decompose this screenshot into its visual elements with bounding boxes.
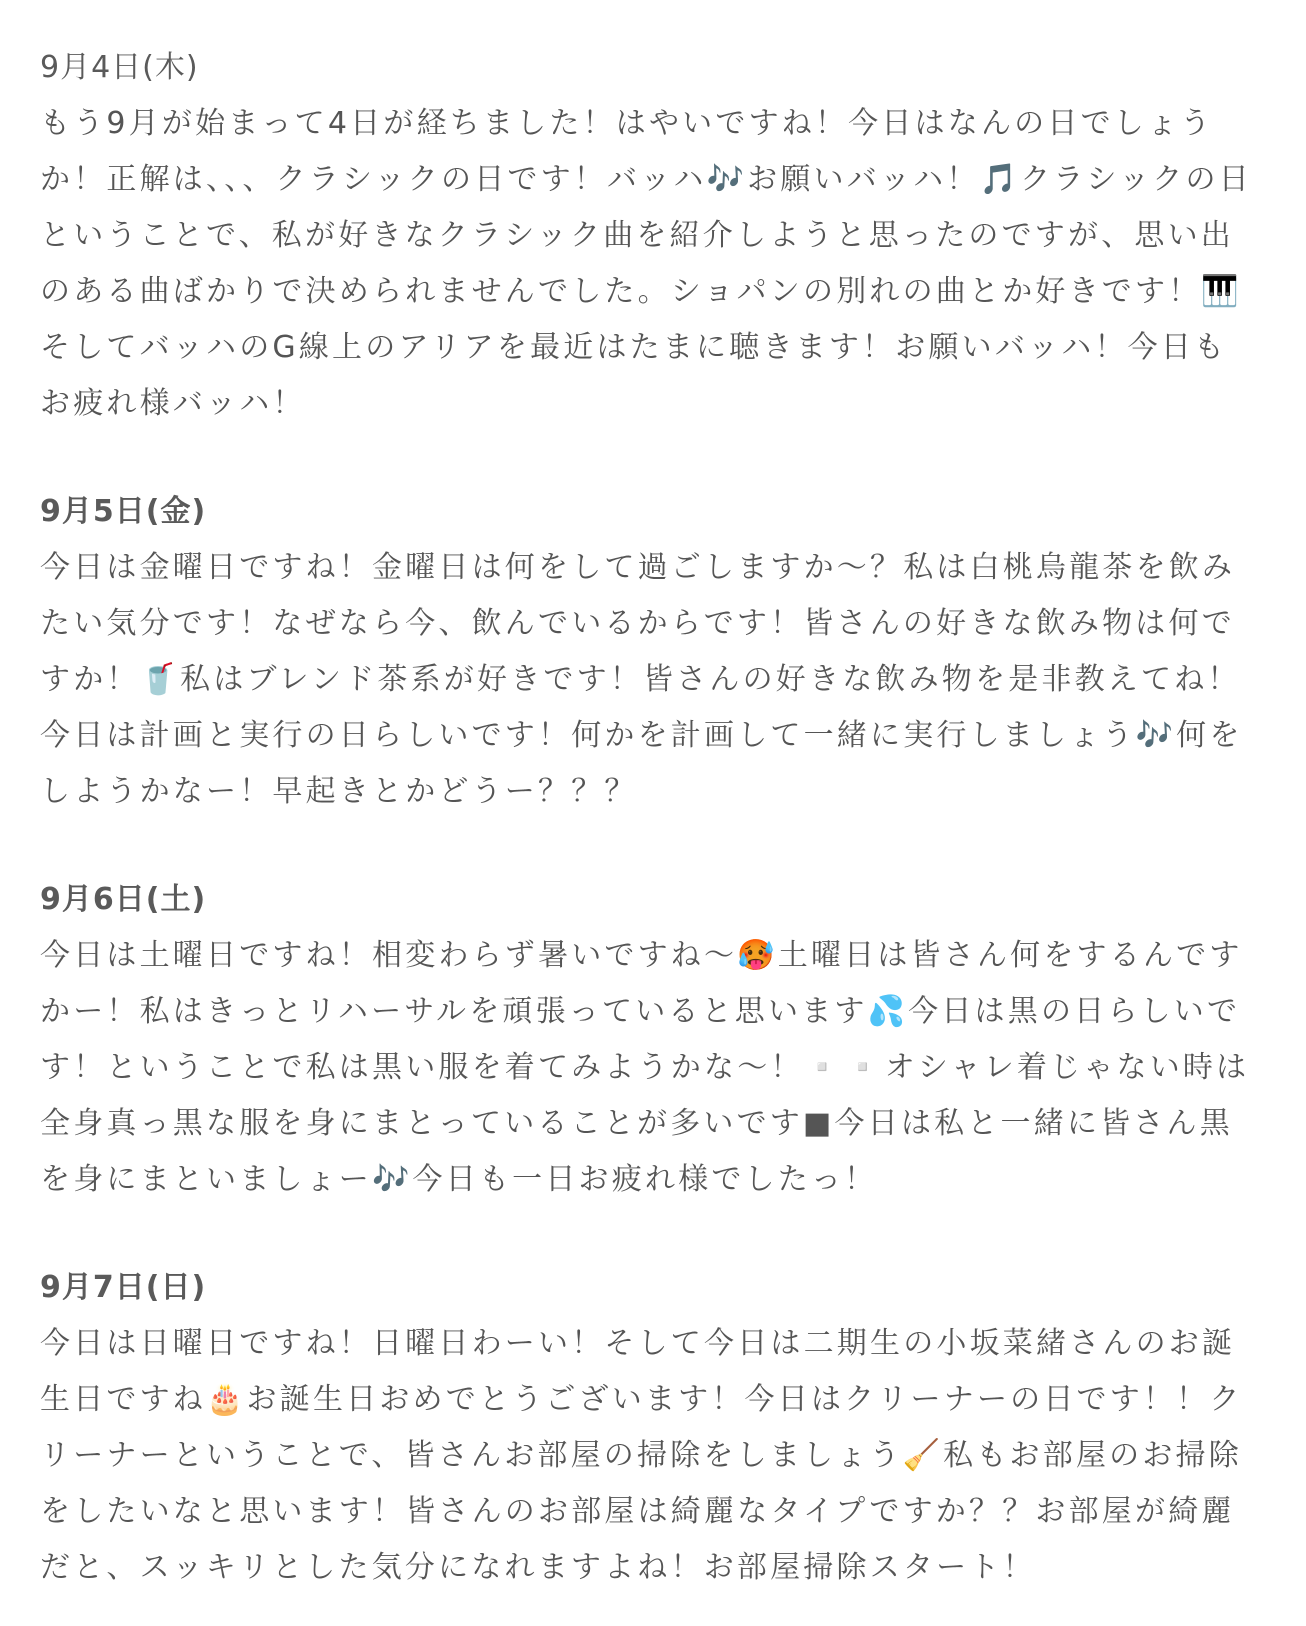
entry-date: 9月7日(日) [40, 1270, 207, 1305]
entry-text-line: 今日は日曜日ですね！日曜日わーい！そして今日は二期生の小坂菜緒さんのお誕 [40, 1326, 1236, 1361]
entry-text-line: か！正解は、、、クラシックの日です！バッハ🎶お願いバッハ！🎵クラシックの日 [40, 162, 1252, 197]
entry-date: 9月6日(土) [40, 882, 207, 917]
entry-text-line: もう9月が始まって4日が経ちました！はやいですね！今日はなんの日でしょう [40, 106, 1214, 141]
entry-date: 9月4日(木) [40, 50, 199, 85]
entry-text-line: だと、スッキリとした気分になれますよね！お部屋掃除スタート！ [40, 1550, 1036, 1585]
entry-text-line: かー！私はきっとリハーサルを頑張っていると思います💦今日は黒の日らしいで [40, 994, 1241, 1029]
entry-text-line: しようかなー！早起きとかどうー？？？ [40, 774, 638, 809]
entry-sep-5 [40, 484, 1272, 820]
entry-text-line: のある曲ばかりで決められませんでした。ショパンの別れの曲とか好きです！🎹 [40, 274, 1242, 309]
entry-text-line: 今日は土曜日ですね！相変わらず暑いですね〜🥵土曜日は皆さん何をするんです [40, 938, 1243, 973]
entry-text-line: たい気分です！なぜなら今、飲んでいるからです！皆さんの好きな飲み物は何で [40, 606, 1235, 641]
entry-sep-7 [40, 1260, 1272, 1596]
entry-text-line: 今日は金曜日ですね！金曜日は何をして過ごしますか〜？私は白桃烏龍茶を飲み [40, 550, 1236, 585]
entry-text-line: す！ということで私は黒い服を着てみようかな〜！▫️▫️オシャレ着じゃない時は [40, 1050, 1250, 1085]
entry-text-line: ということで、私が好きなクラシック曲を紹介しようと思ったのですが、思い出 [40, 218, 1234, 253]
entry-text-line: 全身真っ黒な服を身にまとっていることが多いです■今日は私と一緒に皆さん黒 [40, 1106, 1233, 1141]
entry-text-line: をしたいなと思います！皆さんのお部屋は綺麗なタイプですか？？お部屋が綺麗 [40, 1494, 1235, 1529]
entry-sep-4 [40, 40, 1272, 432]
entry-text-line: を身にまといましょー🎶今日も一日お疲れ様でしたっ！ [40, 1162, 878, 1197]
blog-post-body [40, 40, 1272, 1596]
entry-text-line: 生日ですね🎂お誕生日おめでとうございます！今日はクリーナーの日です！！ク [40, 1382, 1243, 1417]
entry-date: 9月5日(金) [40, 494, 207, 529]
entry-sep-6 [40, 872, 1272, 1208]
entry-text-line: お疲れ様バッハ！ [40, 386, 306, 421]
entry-text-line: リーナーということで、皆さんお部屋の掃除をしましょう🧹私もお部屋のお掃除 [40, 1438, 1242, 1473]
entry-text-line: 今日は計画と実行の日らしいです！何かを計画して一緒に実行しましょう🎶何を [40, 718, 1243, 753]
entry-text-line: すか！🥤私はブレンド茶系が好きです！皆さんの好きな飲み物を是非教えてね！ [40, 662, 1241, 697]
entry-text-line: そしてバッハのG線上のアリアを最近はたまに聴きます！お願いバッハ！今日も [40, 330, 1228, 365]
